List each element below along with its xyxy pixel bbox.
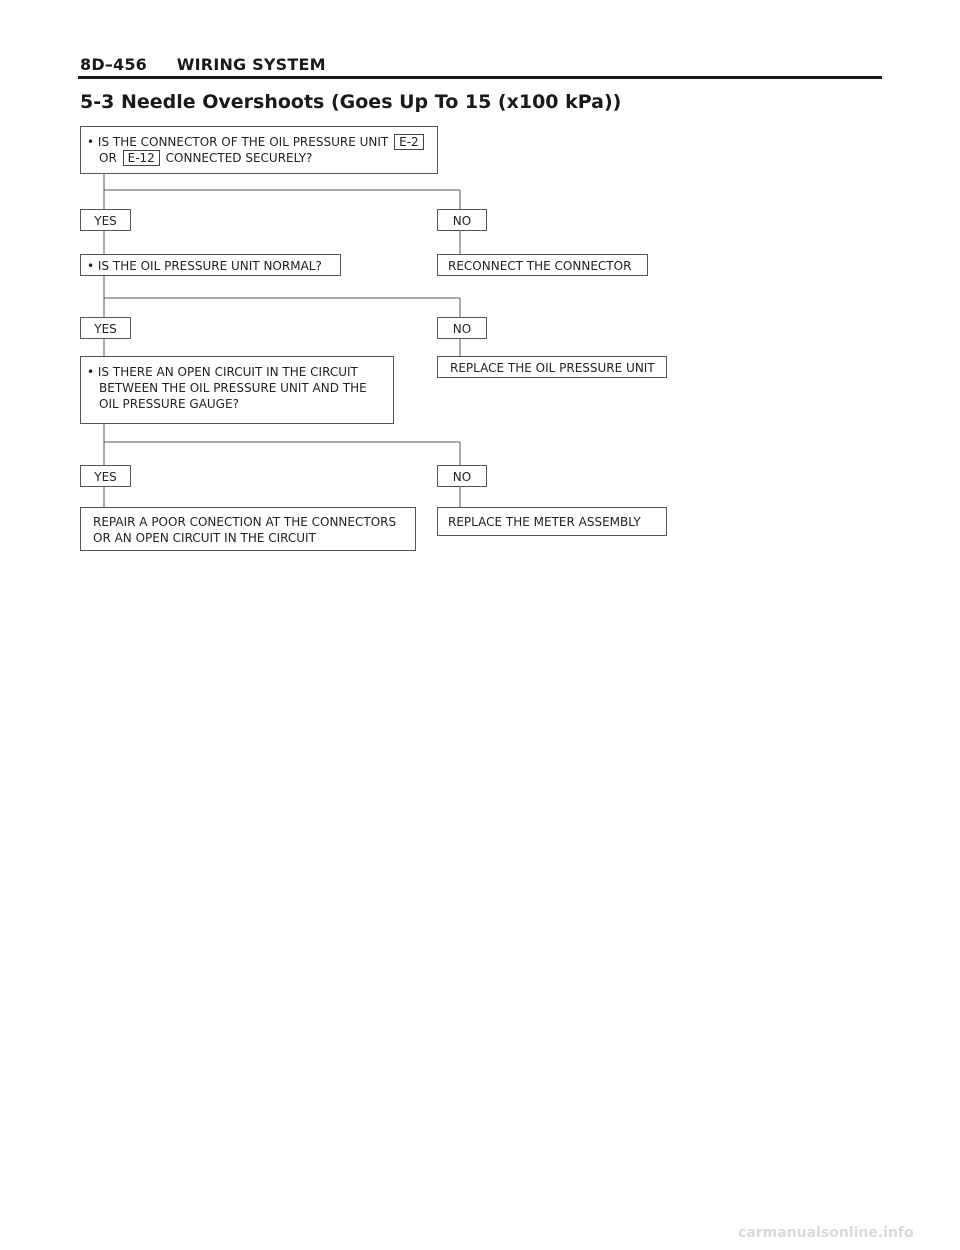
question-open-circuit: • IS THERE AN OPEN CIRCUIT IN THE CIRCUIT BETWEEN THE OIL PRESSURE UNIT AND THE OIL PRESSURE GAUGE?	[80, 356, 394, 424]
yes-label-3: YES	[80, 465, 131, 487]
action-replace-oil-pressure-unit: REPLACE THE OIL PRESSURE UNIT	[437, 356, 667, 378]
yes-label-2: YES	[80, 317, 131, 339]
action-replace-meter-assembly: REPLACE THE METER ASSEMBLY	[437, 507, 667, 536]
connector-tag-e12: E-12	[123, 150, 160, 166]
connector-tag-e2: E-2	[394, 134, 424, 150]
page-title: 5-3 Needle Overshoots (Goes Up To 15 (x100 kPa))	[80, 91, 622, 113]
yes-label-1: YES	[80, 209, 131, 231]
no-label-1: NO	[437, 209, 487, 231]
action-repair-connection: REPAIR A POOR CONECTION AT THE CONNECTORS OR AN OPEN CIRCUIT IN THE CIRCUIT	[80, 507, 416, 551]
watermark: carmanualsonline.info	[738, 1225, 914, 1241]
no-label-2: NO	[437, 317, 487, 339]
chapter-title: WIRING SYSTEM	[176, 55, 326, 74]
no-label-3: NO	[437, 465, 487, 487]
question-oil-pressure-unit-normal: • IS THE OIL PRESSURE UNIT NORMAL?	[80, 254, 341, 276]
section-number: 8D–456	[80, 55, 148, 74]
bullet: •	[87, 135, 95, 149]
question-connector-secure: • IS THE CONNECTOR OF THE OIL PRESSURE UNIT E-2 OR E-12 CONNECTED SECURELY?	[80, 126, 438, 174]
action-reconnect-connector: RECONNECT THE CONNECTOR	[437, 254, 648, 276]
